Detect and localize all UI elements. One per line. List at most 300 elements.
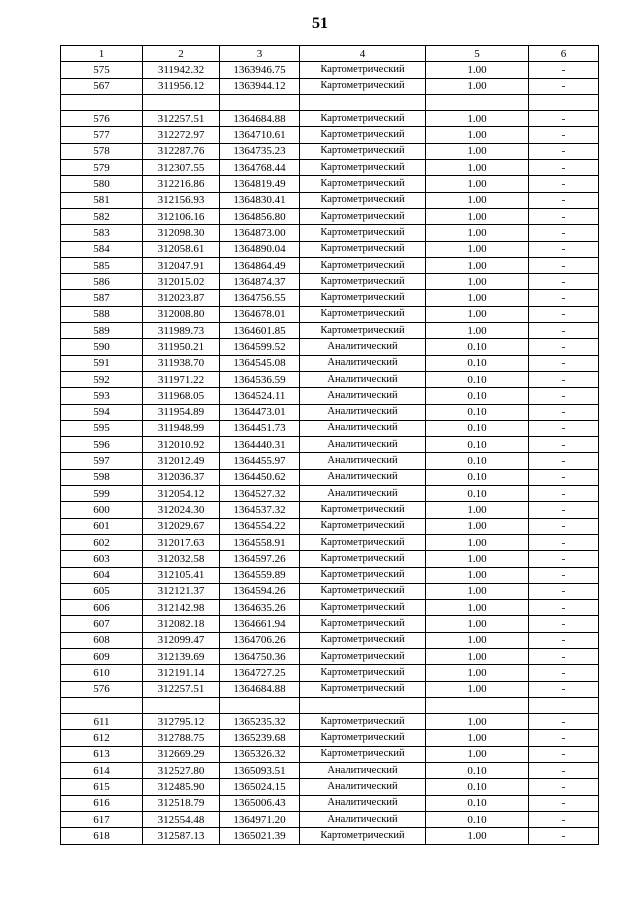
cell-y: 1364706.26 xyxy=(220,632,300,648)
cell-description: - xyxy=(529,583,599,599)
cell-point-number: 606 xyxy=(61,600,143,616)
cell-method: Картометрический xyxy=(300,323,426,339)
cell-method: Картометрический xyxy=(300,274,426,290)
cell-point-number: 614 xyxy=(61,763,143,779)
table-row xyxy=(61,274,599,290)
cell-description: - xyxy=(529,404,599,420)
cell-x: 312054.12 xyxy=(143,486,220,502)
cell-accuracy: 1.00 xyxy=(426,746,529,762)
cell-x: 312485.90 xyxy=(143,779,220,795)
cell-y: 1365021.39 xyxy=(220,828,300,844)
cell-x: 312017.63 xyxy=(143,534,220,550)
cell-x: 311971.22 xyxy=(143,371,220,387)
cell-x: 312587.13 xyxy=(143,828,220,844)
cell-x: 312098.30 xyxy=(143,225,220,241)
table-row xyxy=(61,208,599,224)
cell-method: Картометрический xyxy=(300,208,426,224)
cell-y: 1364856.80 xyxy=(220,208,300,224)
cell-description: - xyxy=(529,388,599,404)
table-row xyxy=(61,811,599,827)
cell-description: - xyxy=(529,225,599,241)
column-header-accuracy: 5 xyxy=(426,46,529,62)
cell-y: 1364750.36 xyxy=(220,648,300,664)
cell-x: 311956.12 xyxy=(143,78,220,94)
cell-x: 312669.29 xyxy=(143,746,220,762)
cell-x: 312029.67 xyxy=(143,518,220,534)
table-row xyxy=(61,469,599,485)
cell-accuracy: 1.00 xyxy=(426,111,529,127)
cell-point-number xyxy=(61,697,143,713)
cell-x: 312082.18 xyxy=(143,616,220,632)
cell-accuracy: 1.00 xyxy=(426,176,529,192)
cell-x: 312023.87 xyxy=(143,290,220,306)
table-row xyxy=(61,160,599,176)
cell-method: Картометрический xyxy=(300,241,426,257)
cell-method: Картометрический xyxy=(300,551,426,567)
cell-y: 1364451.73 xyxy=(220,420,300,436)
cell-accuracy: 1.00 xyxy=(426,78,529,94)
cell-point-number: 580 xyxy=(61,176,143,192)
cell-description: - xyxy=(529,763,599,779)
cell-description: - xyxy=(529,632,599,648)
cell-method: Аналитический xyxy=(300,795,426,811)
cell-description: - xyxy=(529,828,599,844)
cell-description: - xyxy=(529,567,599,583)
cell-description: - xyxy=(529,339,599,355)
cell-accuracy: 0.10 xyxy=(426,486,529,502)
cell-description: - xyxy=(529,795,599,811)
cell-y: 1364661.94 xyxy=(220,616,300,632)
cell-method: Аналитический xyxy=(300,339,426,355)
cell-description: - xyxy=(529,779,599,795)
cell-y: 1364635.26 xyxy=(220,600,300,616)
cell-y: 1364527.32 xyxy=(220,486,300,502)
cell-method: Картометрический xyxy=(300,665,426,681)
table-body xyxy=(61,62,599,844)
cell-description xyxy=(529,697,599,713)
cell-accuracy: 1.00 xyxy=(426,534,529,550)
table-row xyxy=(61,225,599,241)
column-header-x: 2 xyxy=(143,46,220,62)
cell-x: 312024.30 xyxy=(143,502,220,518)
cell-point-number: 601 xyxy=(61,518,143,534)
cell-x: 312788.75 xyxy=(143,730,220,746)
cell-y: 1364524.11 xyxy=(220,388,300,404)
cell-x: 311938.70 xyxy=(143,355,220,371)
cell-x: 312307.55 xyxy=(143,160,220,176)
cell-y: 1364594.26 xyxy=(220,583,300,599)
cell-accuracy: 1.00 xyxy=(426,290,529,306)
cell-x: 312287.76 xyxy=(143,143,220,159)
cell-point-number: 599 xyxy=(61,486,143,502)
cell-accuracy: 1.00 xyxy=(426,551,529,567)
cell-description: - xyxy=(529,681,599,697)
cell-method: Картометрический xyxy=(300,518,426,534)
cell-accuracy: 1.00 xyxy=(426,192,529,208)
cell-y: 1364735.23 xyxy=(220,143,300,159)
cell-description: - xyxy=(529,371,599,387)
cell-description: - xyxy=(529,437,599,453)
cell-y: 1364599.52 xyxy=(220,339,300,355)
table-row xyxy=(61,714,599,730)
cell-x: 312105.41 xyxy=(143,567,220,583)
cell-point-number: 610 xyxy=(61,665,143,681)
cell-description: - xyxy=(529,257,599,273)
cell-description: - xyxy=(529,665,599,681)
cell-accuracy: 1.00 xyxy=(426,143,529,159)
cell-point-number: 588 xyxy=(61,306,143,322)
cell-description: - xyxy=(529,730,599,746)
cell-point-number: 589 xyxy=(61,323,143,339)
cell-point-number: 596 xyxy=(61,437,143,453)
cell-point-number: 618 xyxy=(61,828,143,844)
cell-y: 1364864.49 xyxy=(220,257,300,273)
table-row xyxy=(61,583,599,599)
cell-method: Аналитический xyxy=(300,371,426,387)
table-row xyxy=(61,94,599,110)
table-row xyxy=(61,795,599,811)
table-row xyxy=(61,534,599,550)
cell-y: 1363946.75 xyxy=(220,62,300,78)
cell-description: - xyxy=(529,502,599,518)
cell-accuracy: 1.00 xyxy=(426,323,529,339)
cell-accuracy: 1.00 xyxy=(426,583,529,599)
cell-y: 1364455.97 xyxy=(220,453,300,469)
cell-accuracy: 1.00 xyxy=(426,616,529,632)
cell-x: 311968.05 xyxy=(143,388,220,404)
cell-accuracy: 1.00 xyxy=(426,681,529,697)
cell-method xyxy=(300,697,426,713)
cell-method: Картометрический xyxy=(300,746,426,762)
cell-x: 312142.98 xyxy=(143,600,220,616)
cell-x: 311950.21 xyxy=(143,339,220,355)
cell-accuracy: 1.00 xyxy=(426,306,529,322)
table-row xyxy=(61,78,599,94)
table-row xyxy=(61,420,599,436)
table-row xyxy=(61,486,599,502)
cell-point-number: 604 xyxy=(61,567,143,583)
cell-x: 312036.37 xyxy=(143,469,220,485)
cell-y: 1364819.49 xyxy=(220,176,300,192)
cell-accuracy: 0.10 xyxy=(426,763,529,779)
cell-x: 312099.47 xyxy=(143,632,220,648)
cell-y: 1365326.32 xyxy=(220,746,300,762)
cell-y: 1365093.51 xyxy=(220,763,300,779)
cell-accuracy: 0.10 xyxy=(426,339,529,355)
cell-y: 1364440.31 xyxy=(220,437,300,453)
cell-point-number: 598 xyxy=(61,469,143,485)
column-header-description: 6 xyxy=(529,46,599,62)
cell-accuracy: 1.00 xyxy=(426,665,529,681)
cell-description: - xyxy=(529,78,599,94)
cell-method: Картометрический xyxy=(300,257,426,273)
table-row xyxy=(61,355,599,371)
cell-description: - xyxy=(529,355,599,371)
table-row xyxy=(61,176,599,192)
cell-x: 312554.48 xyxy=(143,811,220,827)
cell-accuracy: 1.00 xyxy=(426,648,529,664)
cell-method: Картометрический xyxy=(300,62,426,78)
cell-method: Картометрический xyxy=(300,143,426,159)
cell-y: 1364450.62 xyxy=(220,469,300,485)
cell-y: 1364684.88 xyxy=(220,681,300,697)
cell-description: - xyxy=(529,192,599,208)
cell-point-number: 607 xyxy=(61,616,143,632)
cell-x: 312191.14 xyxy=(143,665,220,681)
cell-accuracy: 0.10 xyxy=(426,404,529,420)
cell-x: 311954.89 xyxy=(143,404,220,420)
table-row xyxy=(61,306,599,322)
table-row xyxy=(61,746,599,762)
cell-accuracy xyxy=(426,94,529,110)
table-row xyxy=(61,763,599,779)
cell-y: 1365239.68 xyxy=(220,730,300,746)
table-row xyxy=(61,371,599,387)
cell-point-number: 600 xyxy=(61,502,143,518)
cell-x: 312795.12 xyxy=(143,714,220,730)
page-number: 51 xyxy=(312,15,328,32)
cell-description: - xyxy=(529,714,599,730)
cell-x: 312106.16 xyxy=(143,208,220,224)
cell-y: 1364768.44 xyxy=(220,160,300,176)
cell-description: - xyxy=(529,746,599,762)
cell-accuracy: 0.10 xyxy=(426,437,529,453)
cell-description: - xyxy=(529,811,599,827)
cell-y: 1364559.89 xyxy=(220,567,300,583)
cell-x: 311942.32 xyxy=(143,62,220,78)
cell-method: Картометрический xyxy=(300,78,426,94)
cell-method: Картометрический xyxy=(300,160,426,176)
cell-method: Картометрический xyxy=(300,502,426,518)
cell-y: 1364536.59 xyxy=(220,371,300,387)
cell-y: 1364684.88 xyxy=(220,111,300,127)
cell-description: - xyxy=(529,111,599,127)
cell-y: 1364873.00 xyxy=(220,225,300,241)
cell-description: - xyxy=(529,160,599,176)
cell-x: 312015.02 xyxy=(143,274,220,290)
cell-point-number: 605 xyxy=(61,583,143,599)
cell-x: 312008.80 xyxy=(143,306,220,322)
cell-y: 1364727.25 xyxy=(220,665,300,681)
cell-point-number: 613 xyxy=(61,746,143,762)
cell-point-number: 612 xyxy=(61,730,143,746)
table-row xyxy=(61,828,599,844)
cell-method: Картометрический xyxy=(300,176,426,192)
table-row xyxy=(61,127,599,143)
cell-x: 312058.61 xyxy=(143,241,220,257)
cell-method: Картометрический xyxy=(300,290,426,306)
cell-y: 1364678.01 xyxy=(220,306,300,322)
cell-description: - xyxy=(529,469,599,485)
cell-point-number: 597 xyxy=(61,453,143,469)
table-row xyxy=(61,453,599,469)
cell-description: - xyxy=(529,420,599,436)
cell-x xyxy=(143,94,220,110)
cell-accuracy: 0.10 xyxy=(426,453,529,469)
column-header-y: 3 xyxy=(220,46,300,62)
cell-y: 1364537.32 xyxy=(220,502,300,518)
cell-accuracy: 1.00 xyxy=(426,257,529,273)
cell-y: 1365006.43 xyxy=(220,795,300,811)
cell-point-number: 567 xyxy=(61,78,143,94)
cell-method: Аналитический xyxy=(300,779,426,795)
cell-description: - xyxy=(529,143,599,159)
cell-method: Аналитический xyxy=(300,811,426,827)
cell-x: 312121.37 xyxy=(143,583,220,599)
cell-description xyxy=(529,94,599,110)
table-row xyxy=(61,192,599,208)
cell-x: 311989.73 xyxy=(143,323,220,339)
table-row xyxy=(61,437,599,453)
cell-x: 312518.79 xyxy=(143,795,220,811)
table-row xyxy=(61,551,599,567)
cell-method: Картометрический xyxy=(300,127,426,143)
table-row xyxy=(61,518,599,534)
table-row xyxy=(61,388,599,404)
cell-accuracy: 0.10 xyxy=(426,420,529,436)
cell-point-number: 595 xyxy=(61,420,143,436)
cell-y: 1364597.26 xyxy=(220,551,300,567)
cell-method: Аналитический xyxy=(300,388,426,404)
cell-accuracy: 1.00 xyxy=(426,160,529,176)
cell-y: 1364473.01 xyxy=(220,404,300,420)
cell-y xyxy=(220,697,300,713)
cell-method: Картометрический xyxy=(300,828,426,844)
cell-y: 1365235.32 xyxy=(220,714,300,730)
cell-method: Аналитический xyxy=(300,404,426,420)
table-row xyxy=(61,404,599,420)
table-row xyxy=(61,665,599,681)
cell-method: Картометрический xyxy=(300,567,426,583)
cell-accuracy: 0.10 xyxy=(426,355,529,371)
cell-description: - xyxy=(529,62,599,78)
cell-x: 312272.97 xyxy=(143,127,220,143)
cell-y: 1364554.22 xyxy=(220,518,300,534)
cell-point-number xyxy=(61,94,143,110)
cell-y: 1364874.37 xyxy=(220,274,300,290)
table-row xyxy=(61,143,599,159)
cell-x: 312257.51 xyxy=(143,111,220,127)
cell-point-number: 576 xyxy=(61,681,143,697)
cell-y: 1364756.55 xyxy=(220,290,300,306)
cell-point-number: 603 xyxy=(61,551,143,567)
table-header-row xyxy=(61,46,599,62)
table-row xyxy=(61,323,599,339)
table-row xyxy=(61,111,599,127)
cell-method: Картометрический xyxy=(300,714,426,730)
cell-method: Картометрический xyxy=(300,111,426,127)
cell-method: Картометрический xyxy=(300,730,426,746)
cell-x: 312139.69 xyxy=(143,648,220,664)
cell-y: 1365024.15 xyxy=(220,779,300,795)
cell-accuracy: 1.00 xyxy=(426,274,529,290)
cell-description: - xyxy=(529,208,599,224)
cell-description: - xyxy=(529,453,599,469)
cell-point-number: 617 xyxy=(61,811,143,827)
cell-point-number: 611 xyxy=(61,714,143,730)
cell-accuracy: 0.10 xyxy=(426,795,529,811)
cell-accuracy: 1.00 xyxy=(426,208,529,224)
table-row xyxy=(61,241,599,257)
cell-description: - xyxy=(529,274,599,290)
cell-point-number: 585 xyxy=(61,257,143,273)
cell-method: Картометрический xyxy=(300,616,426,632)
table-row xyxy=(61,681,599,697)
cell-x: 312216.86 xyxy=(143,176,220,192)
cell-x: 312527.80 xyxy=(143,763,220,779)
table-row xyxy=(61,290,599,306)
cell-y: 1364890.04 xyxy=(220,241,300,257)
cell-accuracy: 0.10 xyxy=(426,811,529,827)
cell-point-number: 609 xyxy=(61,648,143,664)
cell-accuracy: 1.00 xyxy=(426,502,529,518)
cell-description: - xyxy=(529,616,599,632)
cell-method: Картометрический xyxy=(300,225,426,241)
cell-point-number: 592 xyxy=(61,371,143,387)
cell-description: - xyxy=(529,290,599,306)
cell-description: - xyxy=(529,127,599,143)
cell-accuracy: 1.00 xyxy=(426,241,529,257)
cell-accuracy: 1.00 xyxy=(426,127,529,143)
cell-accuracy: 1.00 xyxy=(426,600,529,616)
cell-method: Аналитический xyxy=(300,469,426,485)
table-row xyxy=(61,648,599,664)
cell-point-number: 593 xyxy=(61,388,143,404)
cell-accuracy: 1.00 xyxy=(426,632,529,648)
cell-method: Картометрический xyxy=(300,600,426,616)
cell-point-number: 578 xyxy=(61,143,143,159)
cell-point-number: 616 xyxy=(61,795,143,811)
cell-accuracy: 1.00 xyxy=(426,518,529,534)
cell-point-number: 579 xyxy=(61,160,143,176)
cell-y: 1364971.20 xyxy=(220,811,300,827)
cell-y: 1364558.91 xyxy=(220,534,300,550)
cell-method: Картометрический xyxy=(300,192,426,208)
cell-y: 1364710.61 xyxy=(220,127,300,143)
cell-description: - xyxy=(529,241,599,257)
cell-method: Аналитический xyxy=(300,763,426,779)
cell-accuracy: 0.10 xyxy=(426,388,529,404)
cell-x: 312047.91 xyxy=(143,257,220,273)
cell-point-number: 591 xyxy=(61,355,143,371)
cell-description: - xyxy=(529,176,599,192)
coordinates-table xyxy=(60,45,599,845)
table-row xyxy=(61,257,599,273)
cell-accuracy: 1.00 xyxy=(426,62,529,78)
table-row xyxy=(61,697,599,713)
cell-x: 312012.49 xyxy=(143,453,220,469)
table-row xyxy=(61,567,599,583)
cell-y: 1364830.41 xyxy=(220,192,300,208)
cell-y: 1364601.85 xyxy=(220,323,300,339)
cell-point-number: 602 xyxy=(61,534,143,550)
column-header-point-number: 1 xyxy=(61,46,143,62)
cell-x: 312156.93 xyxy=(143,192,220,208)
cell-description: - xyxy=(529,306,599,322)
cell-description: - xyxy=(529,323,599,339)
table-row xyxy=(61,616,599,632)
column-header-method: 4 xyxy=(300,46,426,62)
cell-y: 1363944.12 xyxy=(220,78,300,94)
cell-point-number: 584 xyxy=(61,241,143,257)
cell-method: Картометрический xyxy=(300,534,426,550)
cell-description: - xyxy=(529,551,599,567)
cell-accuracy: 1.00 xyxy=(426,730,529,746)
cell-point-number: 615 xyxy=(61,779,143,795)
cell-accuracy: 1.00 xyxy=(426,225,529,241)
cell-method: Картометрический xyxy=(300,681,426,697)
table-row xyxy=(61,600,599,616)
